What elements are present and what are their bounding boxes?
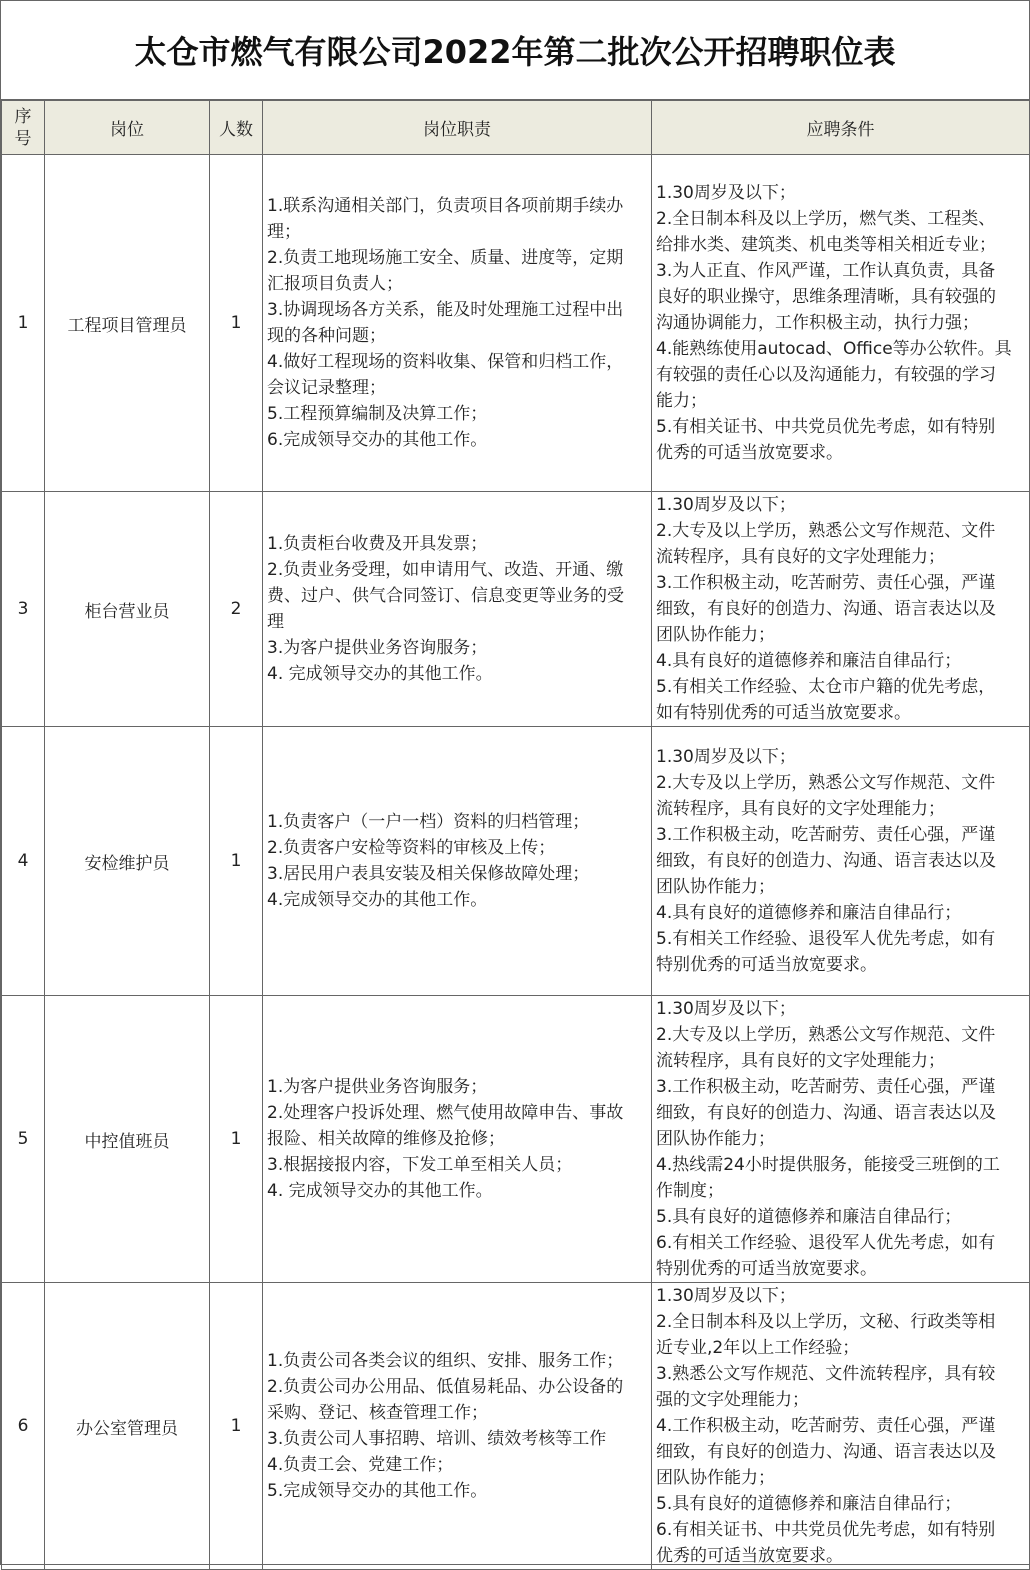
td-count: 1	[210, 1283, 263, 1570]
td-position: 安检维护员	[45, 727, 210, 996]
td-no: 4	[2, 727, 45, 996]
header-duties: 岗位职责	[263, 101, 652, 155]
duties-line: 采购、登记、核查管理工作；	[267, 1403, 488, 1423]
requirements-line: 1.30周岁及以下；	[656, 747, 796, 767]
requirements-line: 特别优秀的可适当放宽要求。	[656, 955, 877, 975]
requirements-line: 2.大专及以上学历，熟悉公文写作规范、文件	[656, 773, 996, 793]
td-count: 1	[210, 155, 263, 492]
td-duties	[263, 727, 652, 996]
td-position: 柜台营业员	[45, 492, 210, 727]
table-row	[2, 727, 1030, 996]
requirements-line: 4.热线需24小时提供服务，能接受三班倒的工	[656, 1155, 1000, 1175]
duties-line: 汇报项目负责人；	[267, 274, 403, 294]
requirements-line: 4.具有良好的道德修养和廉洁自律品行；	[656, 651, 962, 671]
requirements-line: 3.工作积极主动，吃苦耐劳、责任心强，严谨	[656, 825, 996, 845]
duties-line: 1.为客户提供业务咨询服务；	[267, 1077, 488, 1097]
requirements-line: 细致，有良好的创造力、沟通、语言表达以及	[656, 1442, 996, 1462]
requirements-line: 1.30周岁及以下；	[656, 999, 796, 1019]
requirements-line: 沟通协调能力，工作积极主动，执行力强；	[656, 313, 979, 333]
header-position: 岗位	[45, 101, 210, 155]
td-position: 工程项目管理员	[45, 155, 210, 492]
duties-line: 1.负责公司各类会议的组织、安排、服务工作；	[267, 1351, 624, 1371]
requirements-line: 3.工作积极主动，吃苦耐劳、责任心强，严谨	[656, 1077, 996, 1097]
duties-line: 费、过户、供气合同签订、信息变更等业务的受	[267, 586, 624, 606]
duties-line: 会议记录整理；	[267, 378, 386, 398]
requirements-line: 3.为人正直、作风严谨，工作认真负责，具备	[656, 261, 996, 281]
requirements-line: 有较强的责任心以及沟通能力，有较强的学习	[656, 365, 996, 385]
requirements-line: 作制度；	[656, 1181, 724, 1201]
requirements-line: 优秀的可适当放宽要求。	[656, 1546, 843, 1566]
td-duties	[263, 155, 652, 492]
requirements-line: 团队协作能力；	[656, 877, 775, 897]
requirements-line: 5.具有良好的道德修养和廉洁自律品行；	[656, 1207, 962, 1227]
requirements-line: 团队协作能力；	[656, 625, 775, 645]
td-duties	[263, 996, 652, 1283]
requirements-line: 强的文字处理能力；	[656, 1390, 809, 1410]
requirements-line: 细致，有良好的创造力、沟通、语言表达以及	[656, 851, 996, 871]
td-requirements	[652, 1283, 1030, 1570]
duties-line: 报险、相关故障的维修及抢修；	[267, 1129, 505, 1149]
duties-line: 3.为客户提供业务咨询服务；	[267, 638, 488, 658]
td-duties	[263, 492, 652, 727]
table-row	[2, 155, 1030, 492]
requirements-line: 2.全日制本科及以上学历，燃气类、工程类、	[656, 209, 996, 229]
duties-line: 2.负责公司办公用品、低值易耗品、办公设备的	[267, 1377, 624, 1397]
table-row	[2, 996, 1030, 1283]
header-count: 人数	[210, 101, 263, 155]
requirements-line: 5.具有良好的道德修养和廉洁自律品行；	[656, 1494, 962, 1514]
requirements-line: 给排水类、建筑类、机电类等相关相近专业；	[656, 235, 996, 255]
duties-line: 5.工程预算编制及决算工作；	[267, 404, 488, 424]
duties-line: 4.完成领导交办的其他工作。	[267, 890, 488, 910]
duties-line: 3.根据接报内容，下发工单至相关人员；	[267, 1155, 573, 1175]
duties-line: 现的各种问题；	[267, 326, 386, 346]
td-requirements	[652, 996, 1030, 1283]
duties-line: 2.负责客户安检等资料的审核及上传；	[267, 838, 556, 858]
requirements-line: 1.30周岁及以下；	[656, 495, 796, 515]
td-count: 1	[210, 727, 263, 996]
duties-line: 2.负责工地现场施工安全、质量、进度等，定期	[267, 248, 624, 268]
requirements-line: 2.大专及以上学历，熟悉公文写作规范、文件	[656, 521, 996, 541]
requirements-line: 6.有相关工作经验、退役军人优先考虑，如有	[656, 1233, 996, 1253]
header-requirements: 应聘条件	[652, 101, 1030, 155]
duties-line: 4.做好工程现场的资料收集、保管和归档工作，	[267, 352, 624, 372]
requirements-line: 特别优秀的可适当放宽要求。	[656, 1259, 877, 1279]
requirements-line: 1.30周岁及以下；	[656, 1286, 796, 1306]
td-requirements	[652, 492, 1030, 727]
td-count: 1	[210, 996, 263, 1283]
duties-line: 4. 完成领导交办的其他工作。	[267, 1181, 493, 1201]
duties-line: 3.居民用户表具安装及相关保修故障处理；	[267, 864, 590, 884]
requirements-line: 优秀的可适当放宽要求。	[656, 443, 843, 463]
td-requirements	[652, 155, 1030, 492]
requirements-line: 4.具有良好的道德修养和廉洁自律品行；	[656, 903, 962, 923]
table-row	[2, 1283, 1030, 1570]
td-no: 6	[2, 1283, 45, 1570]
requirements-line: 流转程序，具有良好的文字处理能力；	[656, 1051, 945, 1071]
requirements-line: 团队协作能力；	[656, 1129, 775, 1149]
requirements-line: 5.有相关证书、中共党员优先考虑，如有特别	[656, 417, 996, 437]
table-row	[2, 492, 1030, 727]
duties-line: 1.负责客户（一户一档）资料的归档管理；	[267, 812, 590, 832]
td-duties	[263, 1283, 652, 1570]
td-position: 办公室管理员	[45, 1283, 210, 1570]
td-no: 3	[2, 492, 45, 727]
requirements-line: 2.全日制本科及以上学历，文秘、行政类等相	[656, 1312, 996, 1332]
job-table	[1, 100, 1030, 1570]
requirements-line: 细致，有良好的创造力、沟通、语言表达以及	[656, 1103, 996, 1123]
duties-line: 理	[267, 612, 284, 632]
requirements-line: 4.工作积极主动，吃苦耐劳、责任心强，严谨	[656, 1416, 996, 1436]
requirements-line: 流转程序，具有良好的文字处理能力；	[656, 547, 945, 567]
requirements-line: 细致，有良好的创造力、沟通、语言表达以及	[656, 599, 996, 619]
duties-line: 4. 完成领导交办的其他工作。	[267, 664, 493, 684]
duties-line: 3.负责公司人事招聘、培训、绩效考核等工作	[267, 1429, 607, 1449]
duties-line: 3.协调现场各方关系，能及时处理施工过程中出	[267, 300, 624, 320]
header-row	[2, 101, 1030, 155]
td-requirements	[652, 727, 1030, 996]
duties-line: 6.完成领导交办的其他工作。	[267, 430, 488, 450]
requirements-line: 1.30周岁及以下；	[656, 183, 796, 203]
page-title: 太仓市燃气有限公司2022年第二批次公开招聘职位表	[134, 33, 896, 71]
duties-line: 5.完成领导交办的其他工作。	[267, 1481, 488, 1501]
duties-line: 4.负责工会、党建工作；	[267, 1455, 454, 1475]
title-row	[1, 1, 1029, 100]
requirements-line: 5.有相关工作经验、太仓市户籍的优先考虑，	[656, 677, 996, 697]
requirements-line: 2.大专及以上学历，熟悉公文写作规范、文件	[656, 1025, 996, 1045]
td-count: 2	[210, 492, 263, 727]
requirements-line: 4.能熟练使用autocad、Office等办公软件。具	[656, 339, 1012, 359]
header-no: 序号	[2, 101, 45, 155]
td-no: 1	[2, 155, 45, 492]
requirements-line: 团队协作能力；	[656, 1468, 775, 1488]
td-position: 中控值班员	[45, 996, 210, 1283]
requirements-line: 能力；	[656, 391, 707, 411]
duties-line: 2.处理客户投诉处理、燃气使用故障申告、事故	[267, 1103, 624, 1123]
duties-line: 1.联系沟通相关部门，负责项目各项前期手续办	[267, 196, 624, 216]
td-no: 5	[2, 996, 45, 1283]
requirements-line: 良好的职业操守，思维条理清晰，具有较强的	[656, 287, 996, 307]
requirements-line: 流转程序，具有良好的文字处理能力；	[656, 799, 945, 819]
requirements-line: 5.有相关工作经验、退役军人优先考虑，如有	[656, 929, 996, 949]
requirements-line: 3.工作积极主动，吃苦耐劳、责任心强，严谨	[656, 573, 996, 593]
requirements-line: 6.有相关证书、中共党员优先考虑，如有特别	[656, 1520, 996, 1540]
requirements-line: 如有特别优秀的可适当放宽要求。	[656, 703, 911, 723]
duties-line: 2.负责业务受理，如申请用气、改造、开通、缴	[267, 560, 624, 580]
requirements-line: 近专业,2年以上工作经验；	[656, 1338, 860, 1358]
requirements-line: 3.熟悉公文写作规范、文件流转程序，具有较	[656, 1364, 996, 1384]
duties-line: 1.负责柜台收费及开具发票；	[267, 534, 488, 554]
duties-line: 理；	[267, 222, 301, 242]
